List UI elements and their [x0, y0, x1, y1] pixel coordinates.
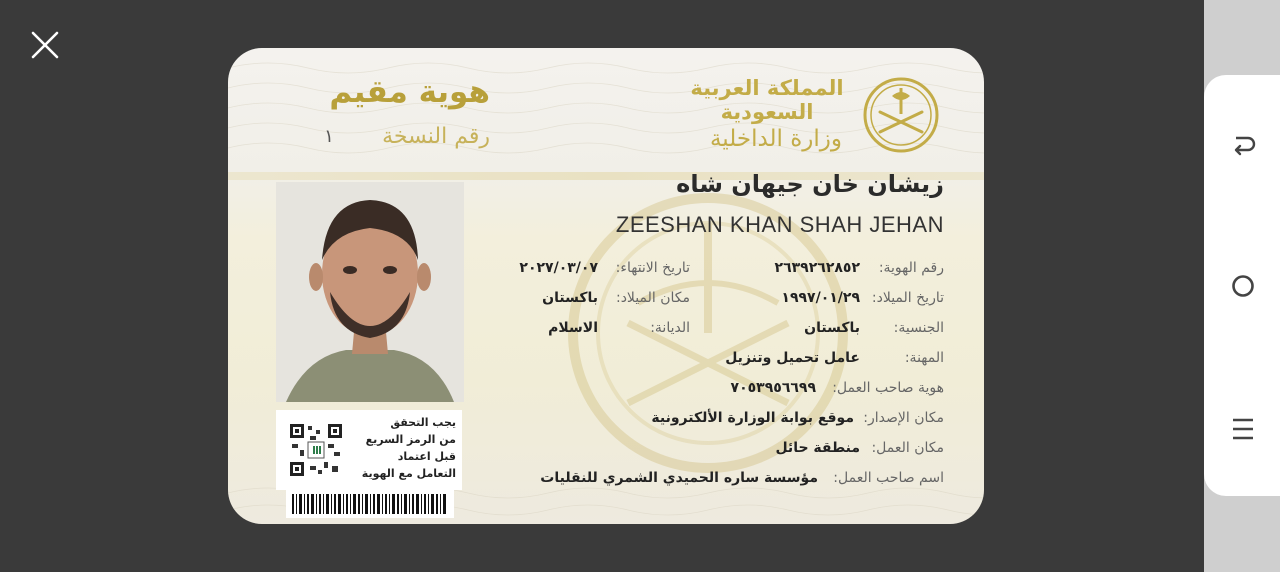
saudi-emblem-icon [862, 76, 940, 154]
field-value: موقع بوابة الوزارة الألكترونية [651, 410, 854, 426]
field-label: الديانة: [650, 320, 690, 336]
field-label: تاريخ الانتهاء: [615, 260, 690, 276]
qr-verification-text [350, 414, 456, 482]
qr-code[interactable] [288, 422, 344, 478]
field-value: باكستان [804, 320, 860, 336]
field-value: ٢٦٣٩٢٦٢٨٥٢ [774, 260, 860, 276]
navigation-panel [1204, 75, 1280, 496]
field-label: تاريخ الميلاد: [871, 290, 944, 306]
qr-text-line: قبل اعتماد [397, 450, 456, 463]
qr-text-line: من الرمز السريع [365, 433, 456, 446]
holder-name-english: ZEESHAN KHAN SHAH JEHAN [615, 212, 944, 237]
back-button[interactable] [1226, 127, 1260, 161]
recents-button[interactable] [1226, 412, 1260, 446]
barcode-box [286, 490, 454, 518]
field-label: اسم صاحب العمل: [833, 470, 944, 486]
ministry-name: وزارة الداخلية [709, 126, 843, 152]
version-number: ١ [324, 126, 334, 147]
field-label: المهنة: [904, 350, 944, 366]
field-value: باكستان [542, 290, 598, 306]
holder-photo [276, 182, 464, 402]
field-value: ١٩٩٧/٠١/٢٩ [781, 290, 860, 306]
qr-verification-box [276, 410, 462, 490]
field-label: مكان الميلاد: [615, 290, 690, 306]
kingdom-name: المملكة العربية السعودية [690, 76, 844, 124]
field-label: الجنسية: [893, 320, 944, 336]
field-value: منطقة حائل [775, 440, 860, 456]
field-label: مكان الإصدار: [863, 410, 944, 426]
recents-icon [1228, 414, 1258, 444]
card-title: هوية مقيم [329, 74, 490, 110]
qr-text-line: التعامل مع الهوية [361, 467, 456, 480]
field-value: ٢٠٢٧/٠٣/٠٧ [519, 260, 598, 276]
close-icon [28, 28, 62, 62]
barcode [292, 494, 448, 514]
qr-text-line: يجب التحقق [390, 416, 456, 429]
field-label: رقم الهوية: [878, 260, 944, 276]
field-value: عامل تحميل وتنزيل [725, 350, 860, 366]
field-value: الاسلام [548, 320, 598, 336]
back-icon [1228, 129, 1258, 159]
field-value: ٧٠٥٣٩٥٦٦٩٩ [730, 380, 816, 396]
resident-id-card [228, 48, 984, 524]
holder-name-arabic: زيشان خان جيهان شاه [676, 170, 944, 198]
version-label: رقم النسخة [382, 124, 490, 149]
field-value: مؤسسة ساره الحميدي الشمري للنقليات [540, 470, 818, 486]
field-label: هوية صاحب العمل: [832, 380, 944, 396]
home-button[interactable] [1226, 269, 1260, 303]
close-button[interactable] [28, 28, 62, 62]
field-label: مكان العمل: [871, 440, 944, 456]
home-icon [1228, 271, 1258, 301]
